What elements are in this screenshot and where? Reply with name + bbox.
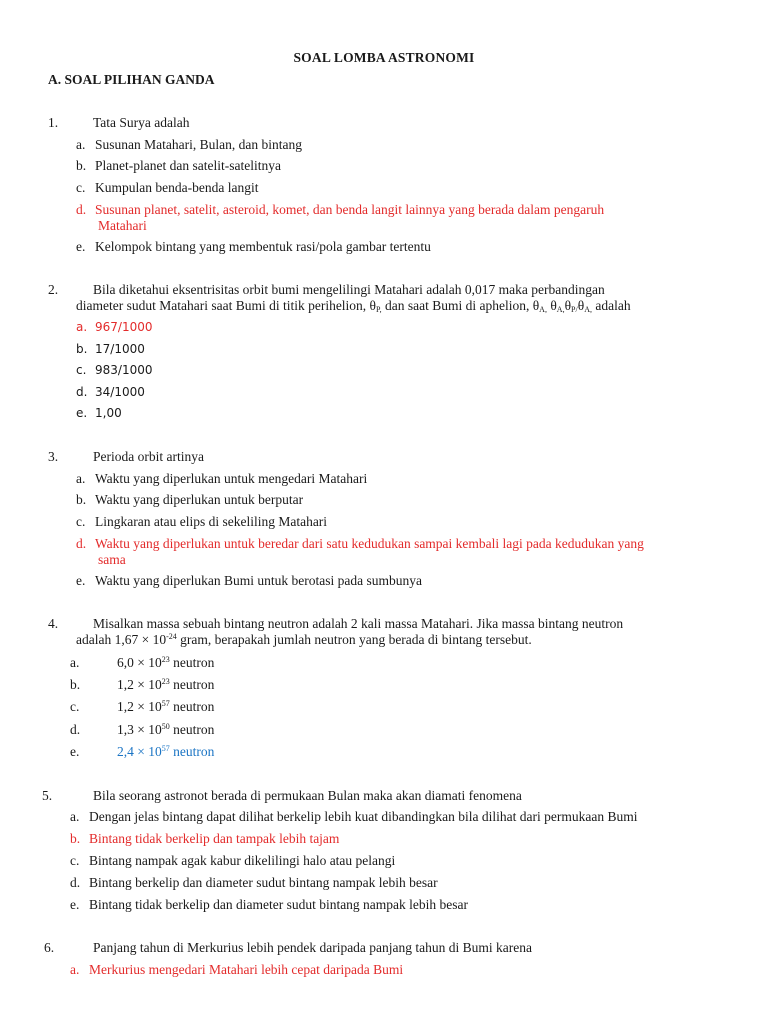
option-text: 983/1000	[95, 363, 153, 377]
subscript: A,	[556, 305, 565, 314]
text-segment: adalah	[591, 298, 631, 313]
text-segment: adalah 1,67 × 10	[76, 632, 167, 647]
option-letter: e.	[70, 897, 80, 912]
option-letter: a.	[76, 471, 86, 486]
option-text: 967/1000	[95, 320, 153, 334]
mantissa: 6,0 × 10	[117, 655, 162, 670]
question-text: Tata Surya adalah	[93, 115, 190, 130]
option-text: Bintang tidak berkelip dan tampak lebih tajam	[89, 831, 340, 846]
mantissa: 1,3 × 10	[117, 722, 162, 737]
option-letter: d.	[76, 385, 88, 399]
option-text: Kelompok bintang yang membentuk rasi/pola gambar tertentu	[95, 239, 431, 254]
option-text: Kumpulan benda-benda langit	[95, 180, 259, 195]
option-letter: e.	[76, 573, 86, 588]
option-text: Waktu yang diperlukan untuk beredar dari satu kedudukan sampai kembali lagi pada kedudukan yang	[95, 536, 644, 551]
option-letter: d.	[70, 722, 81, 737]
option-text: Bintang tidak berkelip dan diameter sudut bintang nampak lebih besar	[89, 897, 469, 912]
option-text: 34/1000	[95, 385, 145, 399]
option-letter: a.	[70, 655, 80, 670]
question-number: 3.	[48, 449, 59, 464]
option-text: Susunan Matahari, Bulan, dan bintang	[95, 137, 302, 152]
theta-symbol: θ	[577, 298, 585, 313]
option-letter: c.	[76, 363, 87, 377]
exponent: 23	[161, 677, 170, 686]
question-text-line1: Bila diketahui eksentrisitas orbit bumi mengelilingi Matahari adalah 0,017 maka perbandingan	[93, 282, 605, 297]
option-letter: b.	[76, 492, 87, 507]
option-text: Planet-planet dan satelit-satelitnya	[95, 158, 281, 173]
option-letter: c.	[76, 514, 86, 529]
theta-symbol: θ	[564, 298, 572, 313]
option-text: Bintang nampak agak kabur dikelilingi halo atau pelangi	[89, 853, 396, 868]
exponent: -24	[166, 632, 177, 641]
text-segment: gram, berapakah jumlah neutron yang berada di bintang tersebut.	[176, 632, 532, 647]
exponent: 23	[161, 655, 170, 664]
mantissa: 2,4 × 10	[117, 744, 162, 759]
question-text: Panjang tahun di Merkurius lebih pendek daripada panjang tahun di Bumi karena	[93, 940, 533, 955]
option-text-continuation: sama	[98, 552, 126, 567]
option-text: Bintang berkelip dan diameter sudut bintang nampak lebih besar	[89, 875, 438, 890]
option-text: Dengan jelas bintang dapat dilihat berkelip lebih kuat dibandingkan bila dilihat dari permukaan Bumi	[89, 809, 638, 824]
exponent: 57	[161, 699, 170, 708]
option-text: Waktu yang diperlukan untuk berputar	[95, 492, 304, 507]
option-letter: c.	[76, 180, 86, 195]
text-segment: dan saat Bumi di aphelion, θ	[381, 298, 540, 313]
option-letter: b.	[76, 342, 88, 356]
option-text	[117, 677, 747, 693]
text-segment: diameter sudut Matahari saat Bumi di titik perihelion, θ	[76, 298, 377, 313]
option-letter: c.	[70, 699, 80, 714]
option-letter: c.	[70, 853, 80, 868]
exponent: 50	[161, 722, 170, 731]
question-number: 2.	[48, 282, 59, 297]
unit: neutron	[169, 722, 215, 737]
option-letter: b.	[70, 677, 81, 692]
option-letter: a.	[76, 320, 88, 334]
option-letter: a.	[76, 137, 86, 152]
option-letter: b.	[70, 831, 81, 846]
question-number: 5.	[42, 788, 53, 803]
subscript: A,	[539, 305, 547, 314]
option-text: Waktu yang diperlukan Bumi untuk berotasi pada sumbunya	[95, 573, 422, 588]
option-text	[117, 722, 747, 738]
question-text-line2	[76, 632, 726, 648]
option-text: 17/1000	[95, 342, 145, 356]
exponent: 57	[161, 744, 170, 753]
section-title: A. SOAL PILIHAN GANDA	[48, 72, 215, 87]
option-letter: e.	[76, 239, 86, 254]
document-title: SOAL LOMBA ASTRONOMI	[293, 50, 475, 65]
unit: neutron	[169, 655, 215, 670]
mantissa: 1,2 × 10	[117, 699, 162, 714]
option-text: 1,00	[95, 406, 122, 420]
option-text: Waktu yang diperlukan untuk mengedari Matahari	[95, 471, 368, 486]
option-letter: d.	[76, 536, 87, 551]
option-letter: e.	[70, 744, 80, 759]
unit: neutron	[169, 744, 215, 759]
subscript: A,	[584, 305, 592, 314]
mantissa: 1,2 × 10	[117, 677, 162, 692]
option-letter: a.	[70, 809, 80, 824]
unit: neutron	[169, 699, 215, 714]
question-text: Bila seorang astronot berada di permukaan Bulan maka akan diamati fenomena	[93, 788, 522, 803]
option-text: Merkurius mengedari Matahari lebih cepat daripada Bumi	[89, 962, 404, 977]
subscript: P,	[376, 305, 382, 314]
question-text: Perioda orbit artinya	[93, 449, 204, 464]
option-text	[117, 744, 747, 760]
question-text-line2	[76, 298, 726, 314]
option-letter: b.	[76, 158, 87, 173]
option-letter: e.	[76, 406, 88, 420]
question-number: 1.	[48, 115, 59, 130]
option-text	[117, 699, 747, 715]
option-text-continuation: Matahari	[98, 218, 147, 233]
option-text: Susunan planet, satelit, asteroid, komet, dan benda langit lainnya yang berada dalam pengaruh	[95, 202, 605, 217]
subscript: P/	[571, 305, 578, 314]
unit: neutron	[169, 677, 215, 692]
option-text: Lingkaran atau elips di sekeliling Matahari	[95, 514, 328, 529]
option-letter: a.	[70, 962, 80, 977]
question-number: 4.	[48, 616, 59, 631]
option-letter: d.	[76, 202, 87, 217]
theta-symbol: θ	[550, 298, 557, 313]
option-text	[117, 655, 747, 671]
question-text-line1: Misalkan massa sebuah bintang neutron adalah 2 kali massa Matahari. Jika massa bintang neutron	[93, 616, 624, 631]
option-letter: d.	[70, 875, 81, 890]
question-number: 6.	[44, 940, 55, 955]
